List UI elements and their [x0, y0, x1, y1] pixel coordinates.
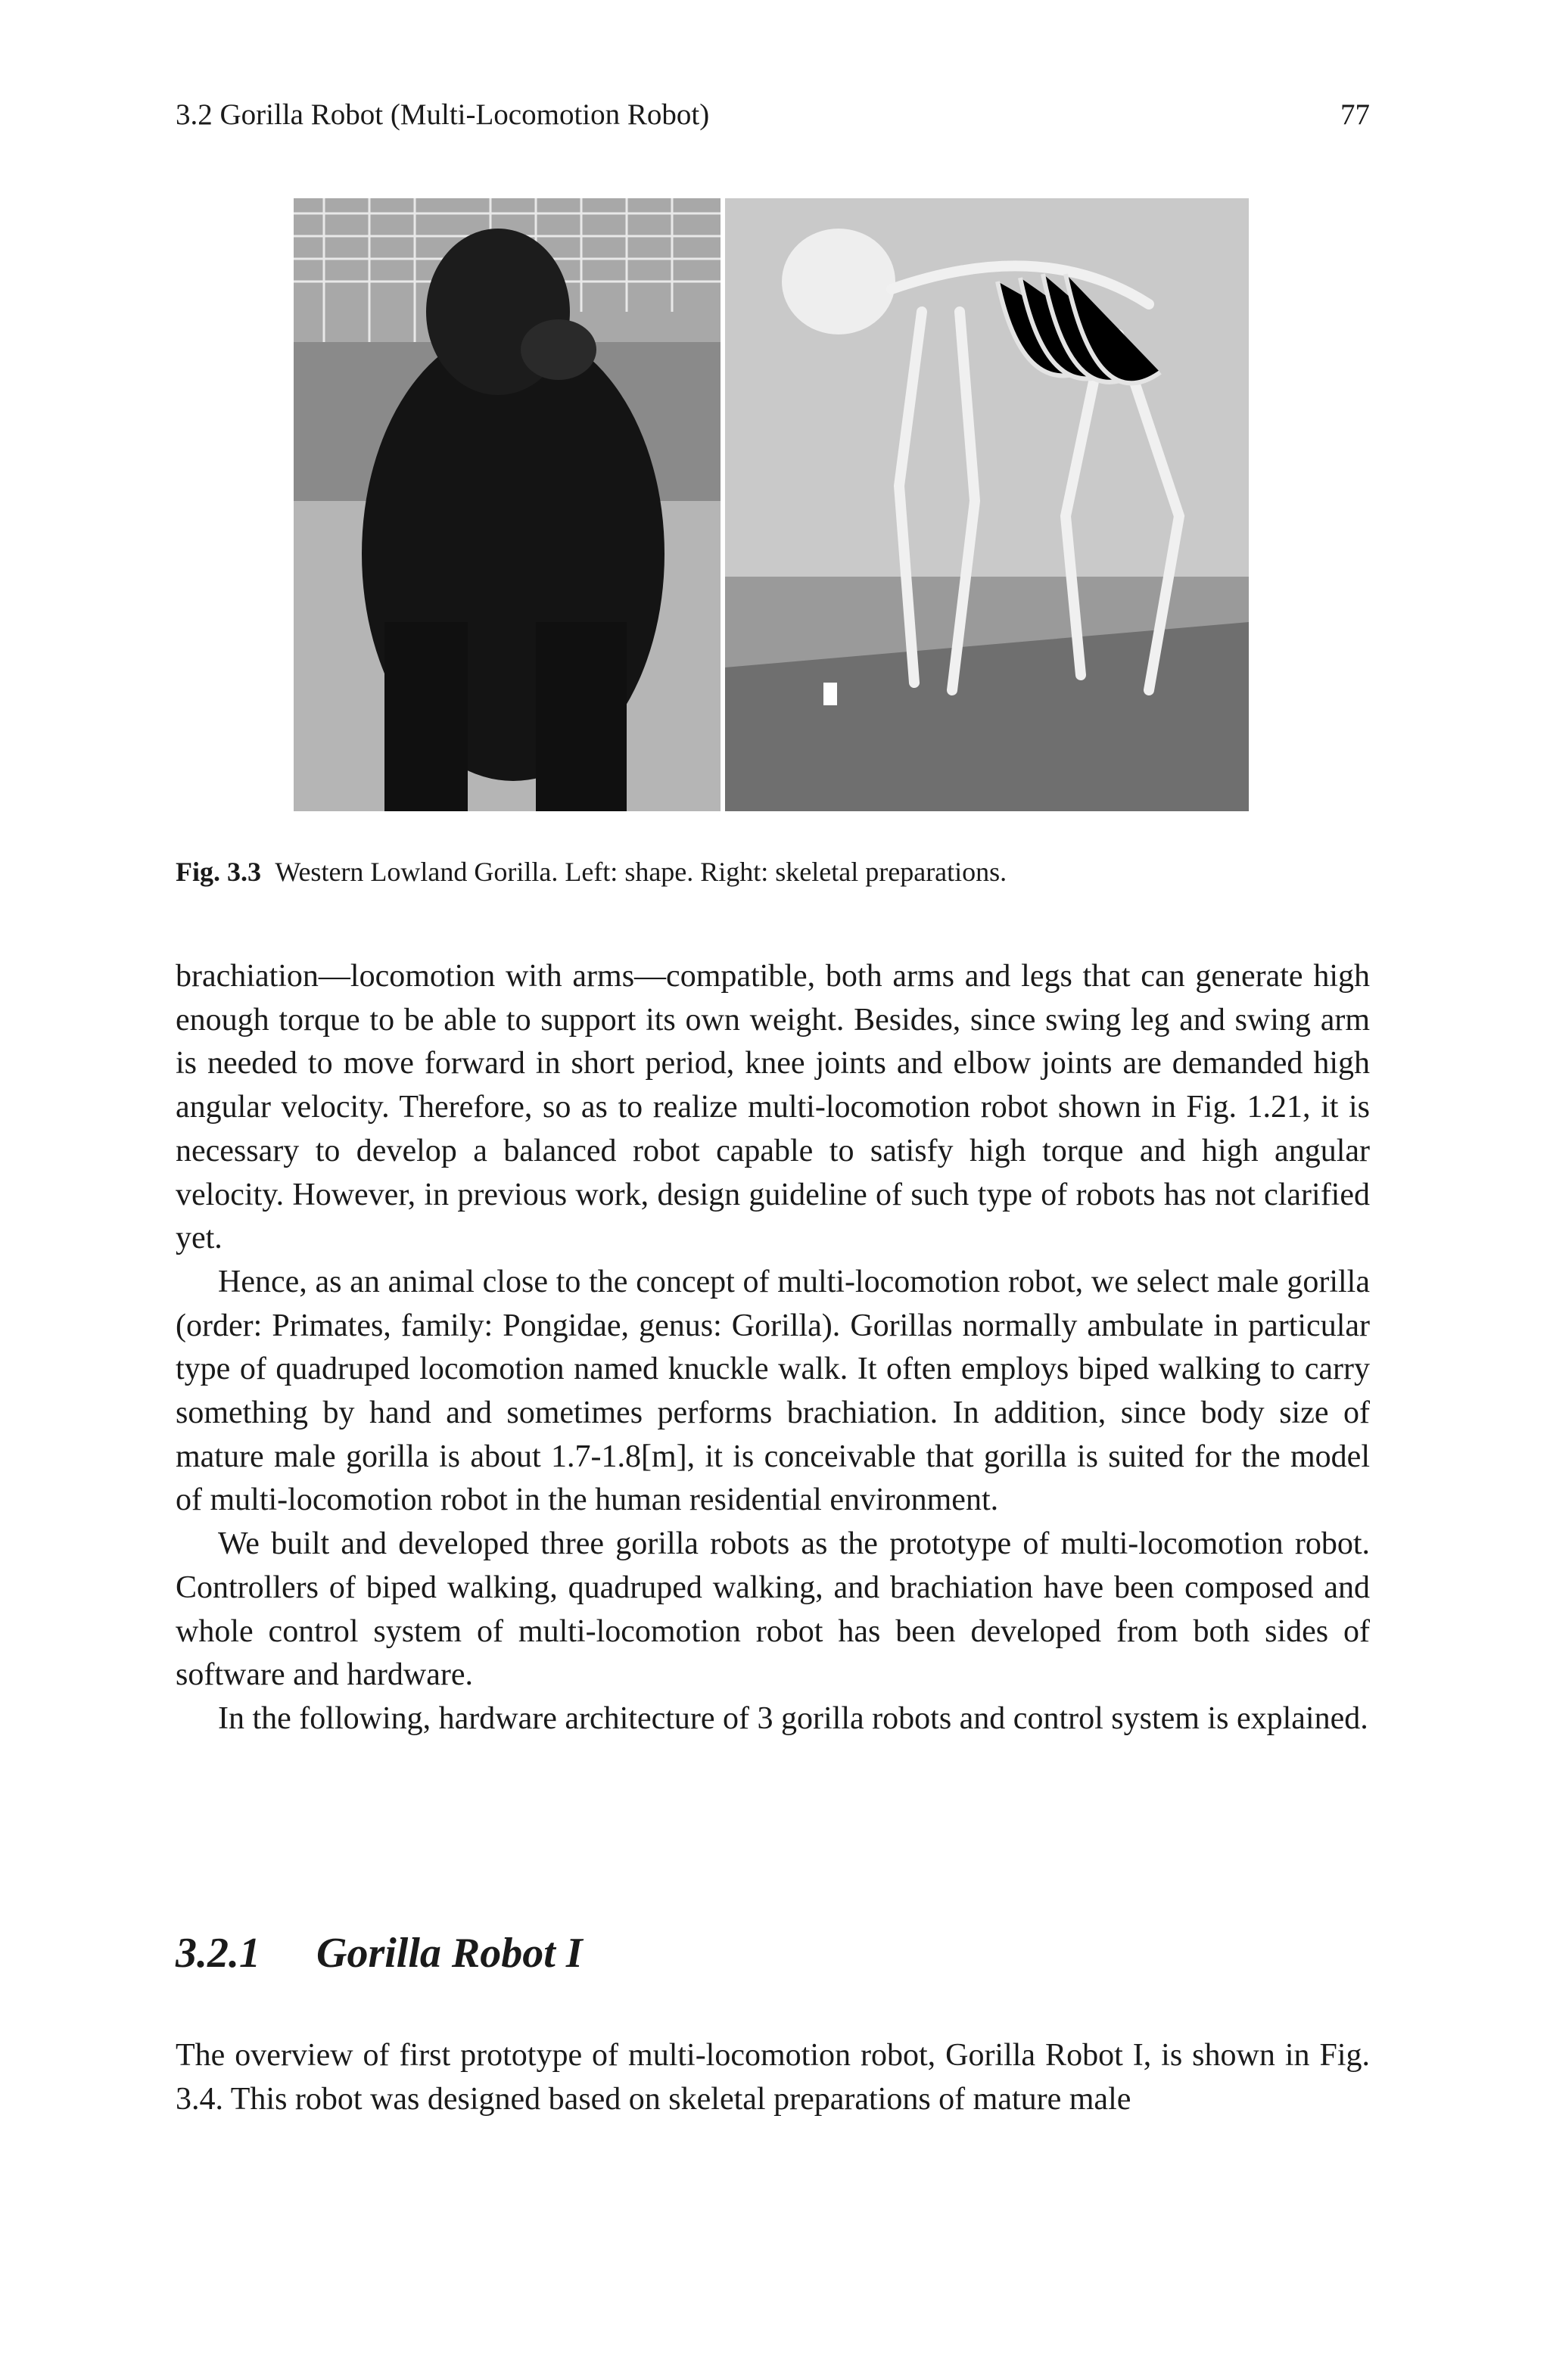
figure-caption: [176, 855, 1370, 888]
figure-caption-text: Western Lowland Gorilla. Left: shape. Right: skeletal preparations.: [275, 857, 1007, 887]
body-text: [176, 955, 1370, 1741]
figure-label: Fig. 3.3: [176, 857, 261, 887]
paragraph: In the following, hardware architecture of 3 gorilla robots and control system is explained.: [218, 1700, 1368, 1736]
paragraph: brachiation—locomotion with arms—compatible, both arms and legs that can generate high enough torque to be able to support its own weight. Besides, since swing leg and swing arm is needed to move forward in short period, knee joints and elbow joints are demanded high angular velocity. Therefore, so as to realize multi-locomotion robot shown in Fig. 1.21, it is necessary to develop a balanced robot capable to satisfy high torque and high angular velocity. However, in previous work, design guideline of such type of robots has not clarified yet.: [176, 959, 1370, 1256]
section-number: 3.2.1: [176, 1930, 260, 1977]
figure: [294, 198, 1249, 811]
paragraph: We built and developed three gorilla robots as the prototype of multi-locomotion robot. Controllers of biped walking, quadruped walking, and brachiation have been composed and whole control system of multi-locomotion robot has been developed from both sides of software and hardware.: [176, 1526, 1370, 1693]
paragraph: The overview of first prototype of multi-locomotion robot, Gorilla Robot I, is shown in Fig. 3.4. This robot was designed based on skeletal preparations of mature male: [176, 2038, 1370, 2117]
gorilla-photo: [294, 198, 721, 811]
page-number: 77: [1340, 98, 1370, 131]
section-body-text: [176, 2034, 1370, 2121]
paragraph: Hence, as an animal close to the concept of multi-locomotion robot, we select male gorilla (order: Primates, family: Pongidae, genus: Gorilla). Gorillas normally ambulate in particular type of quadruped locomotion named knuckle walk. It often employs biped walking to carry something by hand and sometimes performs brachiation. In addition, since body size of mature male gorilla is about 1.7-1.8[m], it is conceivable that gorilla is suited for the model of multi-locomotion robot in the human residential environment.: [176, 1264, 1370, 1518]
running-head-title: 3.2 Gorilla Robot (Multi-Locomotion Robot): [176, 98, 710, 131]
running-head: [176, 97, 1370, 133]
skeleton-photo: [725, 198, 1249, 811]
section-heading: [176, 1928, 1370, 1978]
section-title: Gorilla Robot I: [316, 1930, 583, 1977]
